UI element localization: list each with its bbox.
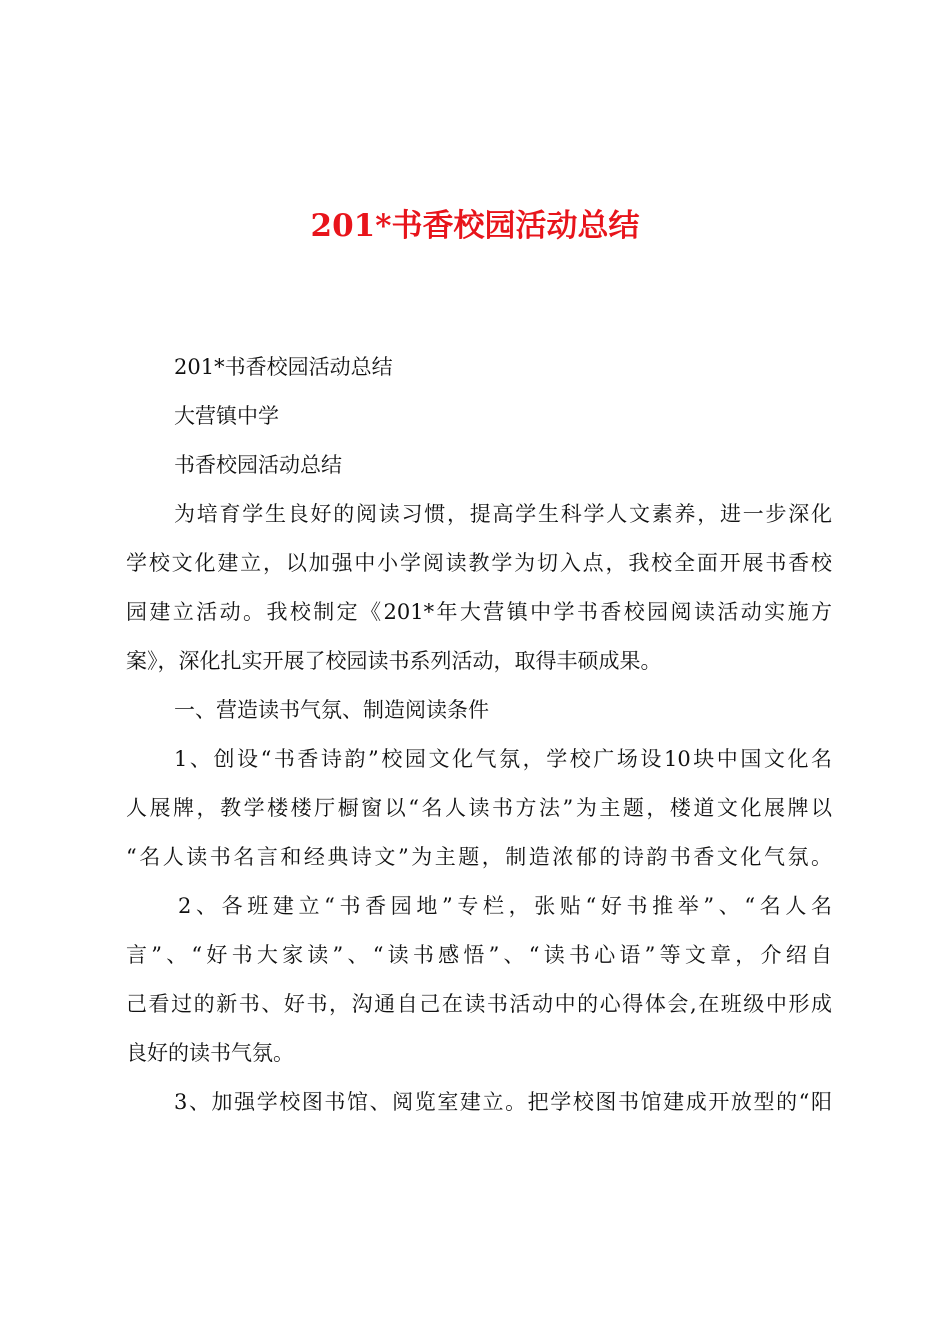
paragraph-item-2-line: 言”、“好书大家读”、“读书感悟”、“读书心语”等文章，介绍自 (126, 943, 832, 967)
paragraph-intro-line: 为培育学生良好的阅读习惯，提高学生科学人文素养，进一步深化 (174, 502, 832, 526)
body-line-subtitle: 书香校园活动总结 (174, 453, 342, 477)
document-body (126, 343, 832, 1127)
paragraph-item-2-line: 2、各班建立“书香园地”专栏，张贴“好书推举”、“名人名 (178, 894, 832, 918)
paragraph-item-2-line: 己看过的新书、好书，沟通自己在读书活动中的心得体会,在班级中形成 (126, 992, 832, 1016)
body-line-school: 大营镇中学 (174, 404, 279, 428)
paragraph-intro-line: 案》，深化扎实开展了校园读书系列活动，取得丰硕成果。 (126, 649, 662, 673)
paragraph-item-2-line: 良好的读书气氛。 (126, 1041, 294, 1065)
paragraph-item-1-line: 人展牌，教学楼楼厅橱窗以“名人读书方法”为主题，楼道文化展牌以 (126, 796, 832, 820)
document-title: 201*书香校园活动总结 (310, 208, 640, 244)
paragraph-item-1-line: 1、创设“书香诗韵”校园文化气氛，学校广场设10块中国文化名 (174, 747, 832, 771)
body-line-heading: 201*书香校园活动总结 (174, 355, 393, 379)
paragraph-item-1-line: “名人读书名言和经典诗文”为主题，制造浓郁的诗韵书香文化气氛。 (126, 845, 832, 869)
paragraph-intro-line: 学校文化建立，以加强中小学阅读教学为切入点，我校全面开展书香校 (126, 551, 832, 575)
paragraph-item-3-line: 3、加强学校图书馆、阅览室建立。把学校图书馆建成开放型的“阳 (174, 1090, 832, 1114)
section-heading: 一、营造读书气氛、制造阅读条件 (174, 698, 489, 722)
paragraph-intro-line: 园建立活动。我校制定《201*年大营镇中学书香校园阅读活动实施方 (126, 600, 832, 624)
